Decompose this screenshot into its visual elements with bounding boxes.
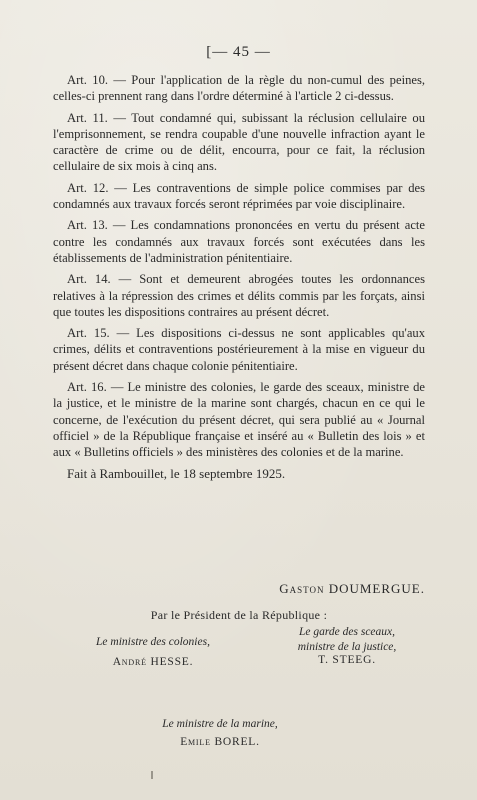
signature-minister-marine: [120, 718, 320, 748]
article-12: Art. 12. — Les contraventions de simple police commises par des condamnés aux travaux forcés seront réprimées par voie disciplinaire.: [53, 180, 425, 212]
garde-des-sceaux-role-2: ministre de la justice,: [297, 641, 397, 653]
article-16: Art. 16. — Le ministre des colonies, le garde des sceaux, ministre de la justice, et le ministre de la marine sont chargés, chacun en ce qui le concerne, de l'exécution du présent décret, qui sera publié au « Journal officiel » de la République française et inséré au « Bulletin des lois » et aux « Bulletins officiels » des ministères des colonies et de la marine.: [53, 380, 425, 460]
page-number: [— 45 —: [206, 44, 271, 60]
minister-marine-name: Emile BOREL.: [180, 736, 260, 748]
article-13: Art. 13. — Les condamnations prononcées en vertu du présent acte contre les condamnés aux travaux forcés sont exécutées dans les établissements de l'administration pénitentiaire.: [53, 218, 425, 265]
garde-des-sceaux-name: T. STEEG.: [318, 654, 376, 666]
minister-marine-role: Le ministre de la marine,: [162, 718, 278, 730]
article-15: Art. 15. — Les dispositions ci-dessus ne sont applicables qu'aux crimes, délits et contraventions postérieurement à la mise en vigueur du présent décret dans chaque colonie pénitentiaire.: [53, 326, 425, 373]
signature-minister-colonies: [68, 636, 238, 668]
article-11: Art. 11. — Tout condamné qui, subissant la réclusion cellulaire ou l'emprisonnement, se rendra coupable d'une nouvelle infraction ayant le caractère de crime ou de délit, encourra, pour ce fait, la réclusion cellulaire de six mois à cinq ans.: [53, 110, 425, 174]
signature-garde-des-sceaux: [262, 626, 432, 666]
minister-colonies-name: André HESSE.: [112, 656, 194, 668]
par-le-president: Par le Président de la République :: [150, 608, 328, 622]
garde-des-sceaux-role: Le garde des sceaux,: [298, 626, 396, 638]
decree-body: [53, 72, 425, 495]
president-signature: Gaston DOUMERGUE.: [279, 581, 425, 596]
article-10: Art. 10. — Pour l'application de la règle du non-cumul des peines, celles-ci prennent rang dans l'ordre déterminé à l'article 2 ci-dessus.: [53, 73, 425, 104]
minister-colonies-role: Le ministre des colonies,: [96, 636, 210, 648]
article-14: Art. 14. — Sont et demeurent abrogées toutes les ordonnances relatives à la répression des crimes et délits commis par les forçats, ainsi que toutes les dispositions contraires au présent décret.: [53, 272, 425, 319]
paper-mark: [151, 771, 153, 779]
signoff-date-place: Fait à Rambouillet, le 18 septembre 1925.: [67, 465, 286, 481]
